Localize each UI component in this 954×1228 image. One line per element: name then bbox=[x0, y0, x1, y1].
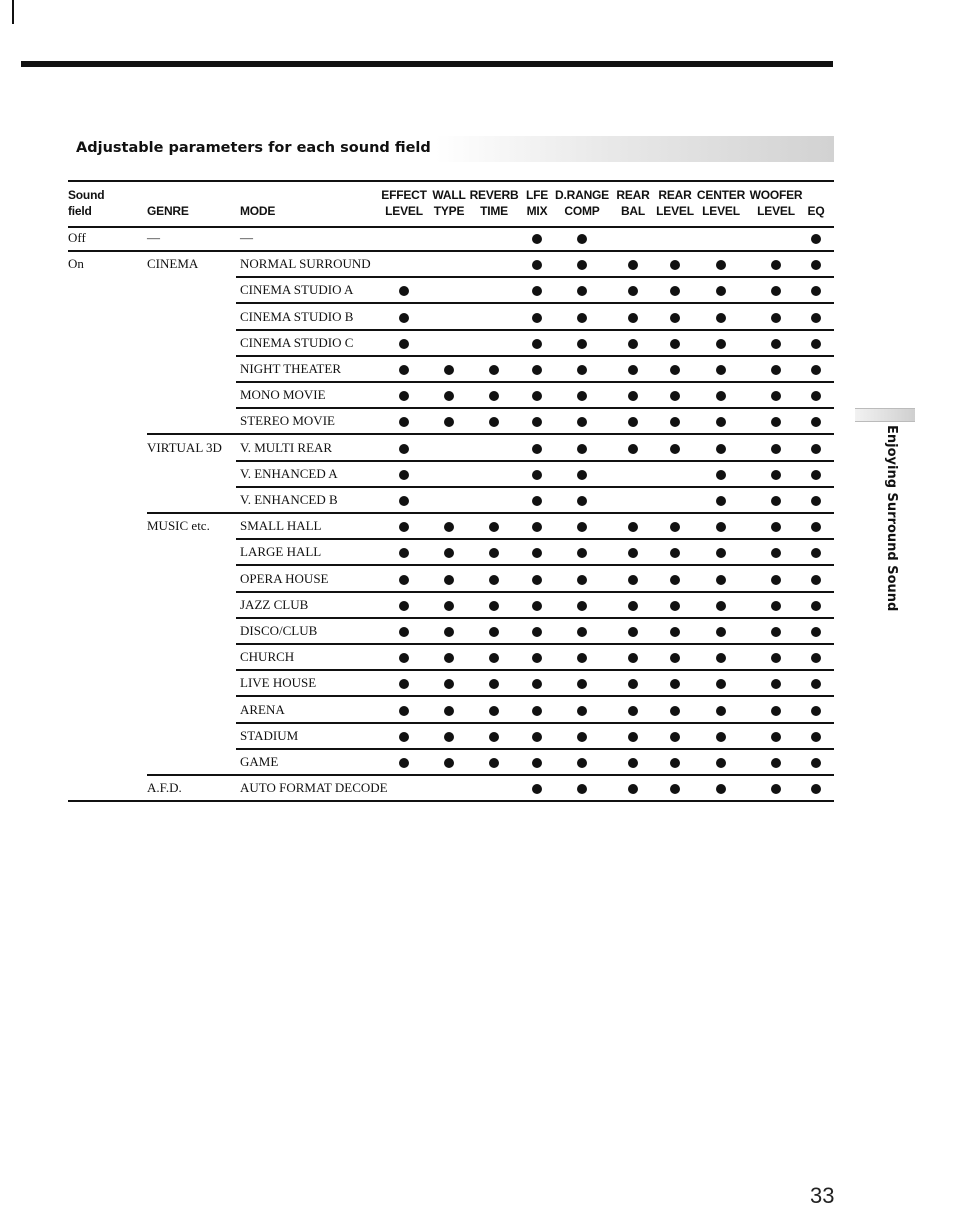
adjustable-dot-icon bbox=[811, 496, 821, 506]
adjustable-dot-icon bbox=[670, 313, 680, 323]
adjustable-dot-icon bbox=[811, 417, 821, 427]
adjustable-dot-icon bbox=[532, 391, 542, 401]
mode-cell: V. MULTI REAR bbox=[240, 439, 333, 455]
adjustable-dot-icon bbox=[532, 706, 542, 716]
adjustable-dot-icon bbox=[811, 627, 821, 637]
section-header bbox=[68, 136, 834, 162]
adjustable-dot-icon bbox=[771, 784, 781, 794]
adjustable-dot-icon bbox=[489, 548, 499, 558]
adjustable-dot-icon bbox=[532, 522, 542, 532]
adjustable-dot-icon bbox=[628, 653, 638, 663]
adjustable-dot-icon bbox=[489, 627, 499, 637]
table-row bbox=[0, 540, 954, 566]
adjustable-dot-icon bbox=[577, 417, 587, 427]
adjustable-dot-icon bbox=[399, 391, 409, 401]
header-param-4 bbox=[555, 187, 609, 219]
adjustable-dot-icon bbox=[811, 444, 821, 454]
adjustable-dot-icon bbox=[716, 470, 726, 480]
adjustable-dot-icon bbox=[532, 313, 542, 323]
adjustable-dot-icon bbox=[444, 391, 454, 401]
mode-cell: JAZZ CLUB bbox=[240, 596, 309, 612]
adjustable-dot-icon bbox=[716, 758, 726, 768]
adjustable-dot-icon bbox=[577, 234, 587, 244]
adjustable-dot-icon bbox=[670, 784, 680, 794]
table-row bbox=[0, 645, 954, 671]
side-tab-marker bbox=[855, 408, 915, 422]
adjustable-dot-icon bbox=[489, 601, 499, 611]
header-param-9 bbox=[808, 187, 825, 219]
mode-cell: STEREO MOVIE bbox=[240, 413, 335, 429]
adjustable-dot-icon bbox=[811, 575, 821, 585]
adjustable-dot-icon bbox=[716, 784, 726, 794]
table-row bbox=[0, 488, 954, 514]
header-param-line1: REAR bbox=[658, 188, 692, 202]
header-param-line1: EFFECT bbox=[381, 188, 427, 202]
adjustable-dot-icon bbox=[532, 548, 542, 558]
adjustable-dot-icon bbox=[771, 522, 781, 532]
side-section-label: Enjoying Surround Sound bbox=[884, 425, 899, 612]
adjustable-dot-icon bbox=[811, 758, 821, 768]
adjustable-dot-icon bbox=[489, 706, 499, 716]
adjustable-dot-icon bbox=[670, 522, 680, 532]
adjustable-dot-icon bbox=[771, 365, 781, 375]
adjustable-dot-icon bbox=[399, 732, 409, 742]
mode-cell: MONO MOVIE bbox=[240, 387, 326, 403]
header-sound-field-line2: field bbox=[68, 204, 92, 218]
adjustable-dot-icon bbox=[771, 470, 781, 480]
adjustable-dot-icon bbox=[532, 417, 542, 427]
header-param-line2: TIME bbox=[480, 204, 508, 218]
adjustable-dot-icon bbox=[444, 601, 454, 611]
adjustable-dot-icon bbox=[628, 758, 638, 768]
adjustable-dot-icon bbox=[771, 548, 781, 558]
adjustable-dot-icon bbox=[489, 417, 499, 427]
adjustable-dot-icon bbox=[811, 732, 821, 742]
header-param-line2: LEVEL bbox=[385, 204, 423, 218]
adjustable-dot-icon bbox=[628, 286, 638, 296]
adjustable-dot-icon bbox=[532, 444, 542, 454]
adjustable-dot-icon bbox=[444, 522, 454, 532]
adjustable-dot-icon bbox=[399, 286, 409, 296]
adjustable-dot-icon bbox=[577, 784, 587, 794]
row-divider bbox=[68, 800, 834, 802]
adjustable-dot-icon bbox=[628, 679, 638, 689]
adjustable-dot-icon bbox=[577, 391, 587, 401]
adjustable-dot-icon bbox=[628, 575, 638, 585]
adjustable-dot-icon bbox=[399, 470, 409, 480]
mode-cell: OPERA HOUSE bbox=[240, 570, 329, 586]
header-param-line2: LEVEL bbox=[757, 204, 795, 218]
adjustable-dot-icon bbox=[489, 758, 499, 768]
adjustable-dot-icon bbox=[716, 706, 726, 716]
adjustable-dot-icon bbox=[670, 260, 680, 270]
adjustable-dot-icon bbox=[532, 365, 542, 375]
adjustable-dot-icon bbox=[670, 365, 680, 375]
table-row bbox=[0, 305, 954, 331]
adjustable-dot-icon bbox=[532, 339, 542, 349]
adjustable-dot-icon bbox=[577, 496, 587, 506]
adjustable-dot-icon bbox=[670, 653, 680, 663]
adjustable-dot-icon bbox=[628, 706, 638, 716]
adjustable-dot-icon bbox=[489, 732, 499, 742]
adjustable-dot-icon bbox=[628, 339, 638, 349]
adjustable-dot-icon bbox=[577, 732, 587, 742]
adjustable-dot-icon bbox=[716, 627, 726, 637]
adjustable-dot-icon bbox=[399, 496, 409, 506]
adjustable-dot-icon bbox=[628, 365, 638, 375]
header-param-line2: LEVEL bbox=[656, 204, 694, 218]
adjustable-dot-icon bbox=[399, 627, 409, 637]
header-param-5 bbox=[616, 187, 649, 219]
adjustable-dot-icon bbox=[811, 365, 821, 375]
adjustable-dot-icon bbox=[532, 732, 542, 742]
mode-cell: SMALL HALL bbox=[240, 518, 322, 534]
header-param-line1: REVERB bbox=[469, 188, 519, 202]
adjustable-dot-icon bbox=[399, 417, 409, 427]
table-row bbox=[0, 252, 954, 278]
adjustable-dot-icon bbox=[399, 365, 409, 375]
adjustable-dot-icon bbox=[771, 758, 781, 768]
adjustable-dot-icon bbox=[811, 286, 821, 296]
adjustable-dot-icon bbox=[489, 575, 499, 585]
adjustable-dot-icon bbox=[771, 313, 781, 323]
adjustable-dot-icon bbox=[577, 601, 587, 611]
header-param-line1: CENTER bbox=[696, 188, 746, 202]
table-row bbox=[0, 619, 954, 645]
adjustable-dot-icon bbox=[670, 601, 680, 611]
adjustable-dot-icon bbox=[628, 417, 638, 427]
header-mode bbox=[240, 187, 275, 219]
adjustable-dot-icon bbox=[811, 391, 821, 401]
header-sound-field bbox=[68, 187, 104, 219]
adjustable-dot-icon bbox=[771, 286, 781, 296]
adjustable-dot-icon bbox=[577, 575, 587, 585]
adjustable-dot-icon bbox=[577, 260, 587, 270]
adjustable-dot-icon bbox=[771, 417, 781, 427]
header-param-line2: MIX bbox=[526, 204, 548, 218]
adjustable-dot-icon bbox=[670, 758, 680, 768]
adjustable-dot-icon bbox=[577, 365, 587, 375]
table-row bbox=[0, 750, 954, 776]
adjustable-dot-icon bbox=[670, 575, 680, 585]
adjustable-dot-icon bbox=[577, 470, 587, 480]
adjustable-dot-icon bbox=[577, 444, 587, 454]
adjustable-dot-icon bbox=[399, 522, 409, 532]
adjustable-dot-icon bbox=[716, 732, 726, 742]
header-param-0 bbox=[381, 187, 426, 219]
adjustable-dot-icon bbox=[771, 260, 781, 270]
adjustable-dot-icon bbox=[670, 732, 680, 742]
adjustable-dot-icon bbox=[532, 260, 542, 270]
adjustable-dot-icon bbox=[532, 234, 542, 244]
adjustable-dot-icon bbox=[532, 575, 542, 585]
adjustable-dot-icon bbox=[532, 286, 542, 296]
header-param-line2: EQ bbox=[807, 204, 825, 218]
adjustable-dot-icon bbox=[628, 313, 638, 323]
adjustable-dot-icon bbox=[771, 444, 781, 454]
mode-cell: V. ENHANCED B bbox=[240, 492, 338, 507]
adjustable-dot-icon bbox=[716, 522, 726, 532]
adjustable-dot-icon bbox=[399, 313, 409, 323]
adjustable-dot-icon bbox=[811, 601, 821, 611]
header-param-7 bbox=[697, 187, 745, 219]
mode-cell: ARENA bbox=[240, 701, 285, 717]
adjustable-dot-icon bbox=[444, 575, 454, 585]
adjustable-dot-icon bbox=[577, 548, 587, 558]
table-row bbox=[0, 357, 954, 383]
adjustable-dot-icon bbox=[716, 444, 726, 454]
adjustable-dot-icon bbox=[532, 653, 542, 663]
adjustable-dot-icon bbox=[771, 679, 781, 689]
adjustable-dot-icon bbox=[399, 601, 409, 611]
adjustable-dot-icon bbox=[444, 548, 454, 558]
adjustable-dot-icon bbox=[399, 548, 409, 558]
table-row bbox=[0, 671, 954, 697]
adjustable-dot-icon bbox=[628, 732, 638, 742]
adjustable-dot-icon bbox=[811, 679, 821, 689]
header-param-line1: D.RANGE bbox=[555, 188, 609, 202]
adjustable-dot-icon bbox=[670, 548, 680, 558]
adjustable-dot-icon bbox=[716, 391, 726, 401]
table-row bbox=[0, 436, 954, 462]
adjustable-dot-icon bbox=[811, 653, 821, 663]
adjustable-dot-icon bbox=[399, 444, 409, 454]
header-param-1 bbox=[432, 187, 465, 219]
adjustable-dot-icon bbox=[577, 706, 587, 716]
adjustable-dot-icon bbox=[716, 679, 726, 689]
adjustable-dot-icon bbox=[716, 417, 726, 427]
header-genre-label: GENRE bbox=[147, 204, 189, 218]
adjustable-dot-icon bbox=[670, 679, 680, 689]
section-title: Adjustable parameters for each sound field bbox=[76, 140, 431, 156]
adjustable-dot-icon bbox=[670, 391, 680, 401]
adjustable-dot-icon bbox=[489, 522, 499, 532]
adjustable-dot-icon bbox=[489, 365, 499, 375]
adjustable-dot-icon bbox=[811, 470, 821, 480]
adjustable-dot-icon bbox=[444, 365, 454, 375]
adjustable-dot-icon bbox=[628, 260, 638, 270]
adjustable-dot-icon bbox=[670, 339, 680, 349]
mode-cell: GAME bbox=[240, 754, 279, 769]
adjustable-dot-icon bbox=[811, 234, 821, 244]
adjustable-dot-icon bbox=[444, 417, 454, 427]
mode-cell: NIGHT THEATER bbox=[240, 361, 341, 376]
adjustable-dot-icon bbox=[771, 732, 781, 742]
adjustable-dot-icon bbox=[577, 627, 587, 637]
adjustable-dot-icon bbox=[399, 339, 409, 349]
adjustable-dot-icon bbox=[489, 653, 499, 663]
adjustable-dot-icon bbox=[716, 339, 726, 349]
table-row bbox=[0, 462, 954, 488]
mode-cell: DISCO/CLUB bbox=[240, 623, 318, 638]
adjustable-dot-icon bbox=[444, 653, 454, 663]
table-row bbox=[0, 514, 954, 540]
adjustable-dot-icon bbox=[532, 470, 542, 480]
adjustable-dot-icon bbox=[399, 679, 409, 689]
header-mode-label: MODE bbox=[240, 204, 276, 218]
adjustable-dot-icon bbox=[399, 575, 409, 585]
table-row bbox=[0, 724, 954, 750]
table-row bbox=[0, 776, 954, 802]
adjustable-dot-icon bbox=[399, 758, 409, 768]
header-param-8 bbox=[750, 187, 803, 219]
adjustable-dot-icon bbox=[628, 522, 638, 532]
adjustable-dot-icon bbox=[716, 260, 726, 270]
mode-cell: CINEMA STUDIO B bbox=[240, 308, 354, 324]
header-genre bbox=[147, 187, 189, 219]
mode-cell: CINEMA STUDIO C bbox=[240, 334, 354, 350]
adjustable-dot-icon bbox=[532, 627, 542, 637]
adjustable-dot-icon bbox=[670, 706, 680, 716]
sound-field-cell: On bbox=[68, 256, 84, 272]
header-sound-field-line1: Sound bbox=[68, 188, 105, 202]
adjustable-dot-icon bbox=[771, 653, 781, 663]
adjustable-dot-icon bbox=[444, 758, 454, 768]
adjustable-dot-icon bbox=[628, 391, 638, 401]
adjustable-dot-icon bbox=[670, 444, 680, 454]
genre-cell: — bbox=[147, 230, 160, 245]
mode-cell: AUTO FORMAT DECODE bbox=[240, 780, 388, 796]
crop-mark bbox=[12, 0, 14, 24]
adjustable-dot-icon bbox=[628, 548, 638, 558]
adjustable-dot-icon bbox=[444, 706, 454, 716]
adjustable-dot-icon bbox=[628, 627, 638, 637]
adjustable-dot-icon bbox=[628, 444, 638, 454]
adjustable-dot-icon bbox=[532, 601, 542, 611]
header-param-line2: LEVEL bbox=[702, 204, 740, 218]
mode-cell: CINEMA STUDIO A bbox=[240, 282, 354, 298]
table-row bbox=[0, 698, 954, 724]
adjustable-dot-icon bbox=[811, 548, 821, 558]
adjustable-dot-icon bbox=[532, 496, 542, 506]
adjustable-dot-icon bbox=[532, 679, 542, 689]
adjustable-dot-icon bbox=[716, 548, 726, 558]
header-param-line2: TYPE bbox=[433, 204, 465, 218]
adjustable-dot-icon bbox=[577, 758, 587, 768]
adjustable-dot-icon bbox=[811, 313, 821, 323]
header-param-6 bbox=[656, 187, 694, 219]
adjustable-dot-icon bbox=[489, 679, 499, 689]
genre-cell: CINEMA bbox=[147, 256, 199, 272]
table-row bbox=[0, 226, 954, 252]
adjustable-dot-icon bbox=[771, 706, 781, 716]
header-param-line1: REAR bbox=[616, 188, 650, 202]
adjustable-dot-icon bbox=[771, 496, 781, 506]
adjustable-dot-icon bbox=[771, 627, 781, 637]
adjustable-dot-icon bbox=[399, 653, 409, 663]
adjustable-dot-icon bbox=[771, 575, 781, 585]
sound-field-cell: Off bbox=[68, 230, 86, 245]
adjustable-dot-icon bbox=[489, 391, 499, 401]
adjustable-dot-icon bbox=[716, 496, 726, 506]
table-row bbox=[0, 278, 954, 304]
adjustable-dot-icon bbox=[444, 732, 454, 742]
header-param-line1: LFE bbox=[525, 188, 549, 202]
adjustable-dot-icon bbox=[771, 391, 781, 401]
page-number: 33 bbox=[810, 1183, 835, 1208]
header-param-line2: BAL bbox=[620, 204, 646, 218]
mode-cell: LARGE HALL bbox=[240, 544, 322, 560]
mode-cell: STADIUM bbox=[240, 727, 299, 743]
adjustable-dot-icon bbox=[670, 627, 680, 637]
table-header bbox=[68, 180, 834, 228]
table-row bbox=[0, 383, 954, 409]
header-param-line1 bbox=[808, 187, 825, 203]
adjustable-dot-icon bbox=[577, 679, 587, 689]
adjustable-dot-icon bbox=[628, 601, 638, 611]
adjustable-dot-icon bbox=[716, 575, 726, 585]
header-param-line1: WOOFER bbox=[749, 188, 803, 202]
adjustable-dot-icon bbox=[771, 601, 781, 611]
adjustable-dot-icon bbox=[577, 522, 587, 532]
header-param-line2: COMP bbox=[564, 204, 600, 218]
table-row bbox=[0, 593, 954, 619]
adjustable-dot-icon bbox=[811, 522, 821, 532]
adjustable-dot-icon bbox=[577, 313, 587, 323]
header-param-3 bbox=[526, 187, 548, 219]
adjustable-dot-icon bbox=[771, 339, 781, 349]
adjustable-dot-icon bbox=[628, 784, 638, 794]
mode-cell: NORMAL SURROUND bbox=[240, 256, 371, 272]
adjustable-dot-icon bbox=[444, 627, 454, 637]
adjustable-dot-icon bbox=[532, 784, 542, 794]
mode-cell: V. ENHANCED A bbox=[240, 465, 338, 481]
table-row bbox=[0, 331, 954, 357]
genre-cell: VIRTUAL 3D bbox=[147, 439, 222, 455]
mode-cell: CHURCH bbox=[240, 649, 295, 665]
adjustable-dot-icon bbox=[811, 339, 821, 349]
table-row bbox=[0, 567, 954, 593]
mode-cell: LIVE HOUSE bbox=[240, 675, 317, 691]
adjustable-dot-icon bbox=[811, 706, 821, 716]
adjustable-dot-icon bbox=[532, 758, 542, 768]
adjustable-dot-icon bbox=[444, 679, 454, 689]
header-param-2 bbox=[470, 187, 519, 219]
adjustable-dot-icon bbox=[577, 653, 587, 663]
table-row bbox=[0, 409, 954, 435]
top-rule bbox=[21, 61, 833, 67]
adjustable-dot-icon bbox=[577, 339, 587, 349]
adjustable-dot-icon bbox=[716, 313, 726, 323]
adjustable-dot-icon bbox=[716, 286, 726, 296]
header-param-line1: WALL bbox=[432, 188, 466, 202]
adjustable-dot-icon bbox=[670, 417, 680, 427]
adjustable-dot-icon bbox=[399, 706, 409, 716]
adjustable-dot-icon bbox=[670, 286, 680, 296]
adjustable-dot-icon bbox=[716, 653, 726, 663]
genre-cell: A.F.D. bbox=[147, 780, 182, 796]
mode-cell: — bbox=[240, 230, 253, 245]
adjustable-dot-icon bbox=[811, 260, 821, 270]
adjustable-dot-icon bbox=[716, 601, 726, 611]
adjustable-dot-icon bbox=[577, 286, 587, 296]
adjustable-dot-icon bbox=[811, 784, 821, 794]
genre-cell: MUSIC etc. bbox=[147, 518, 210, 534]
adjustable-dot-icon bbox=[716, 365, 726, 375]
